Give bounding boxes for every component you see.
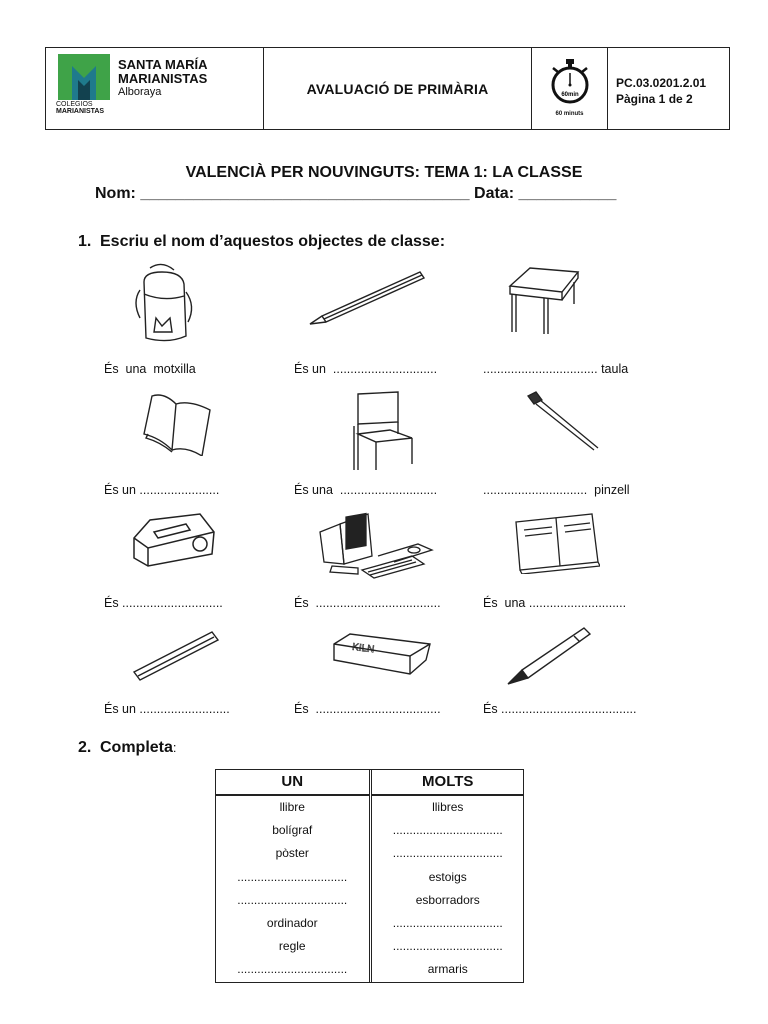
chair-icon — [350, 390, 418, 472]
singular-plural-table — [215, 769, 524, 983]
cell-molts: llibres — [432, 800, 464, 814]
school-name: SANTA MARÍA MARIANISTAS — [118, 57, 208, 86]
document-code: PC.03.0201.2.01 — [616, 76, 707, 90]
cell-molts: esborradors — [415, 892, 480, 907]
caption-sharpener: És ............................. — [104, 596, 223, 610]
timer-label: 60 minuts — [555, 111, 584, 117]
ruler-icon — [130, 628, 220, 684]
cell-un: llibre — [279, 800, 305, 814]
cell-un: bolígraf — [272, 823, 313, 838]
cell-un: ordinador — [266, 915, 318, 930]
caption-table: ................................. taula — [483, 362, 629, 376]
cell-un: pòster — [275, 846, 309, 861]
column-un — [216, 770, 370, 982]
page-number: Pàgina 1 de 2 — [616, 92, 693, 106]
cell-molts: ................................. — [392, 846, 503, 861]
caption-chair: És una ............................ — [294, 483, 438, 497]
cell-un: regle — [278, 939, 306, 954]
cell-molts: estoigs — [428, 869, 467, 884]
svg-text:KILN: KILN — [351, 641, 375, 656]
caption-book: És un ....................... — [104, 483, 220, 497]
name-date-line: Nom: _____________________________________ Data: ___________ — [95, 185, 617, 202]
backpack-icon — [128, 262, 200, 346]
pen-icon — [504, 624, 594, 686]
header-molts: MOLTS — [372, 770, 525, 796]
computer-icon — [318, 512, 434, 580]
sharpener-icon — [130, 510, 218, 570]
caption-pen: És ....................................... — [483, 702, 637, 716]
table-icon — [500, 264, 582, 336]
cell-molts: ................................. — [392, 823, 503, 838]
cell-molts: armaris — [427, 962, 468, 977]
question-1: 1. Escriu el nom d’aquestos objectes de classe: — [78, 233, 446, 250]
school-logo-icon — [58, 54, 110, 100]
question-2: 2. Completa: — [78, 739, 177, 756]
header-un: UN — [216, 770, 369, 796]
column-molts — [371, 770, 525, 982]
paintbrush-icon — [524, 390, 602, 452]
document-code-cell — [608, 48, 729, 129]
caption-notebook: És una ............................ — [483, 596, 627, 610]
stopwatch-icon — [549, 58, 591, 106]
caption-paintbrush: .............................. pinzell — [483, 483, 630, 497]
eraser-icon — [330, 630, 434, 678]
svg-text:60min: 60min — [561, 92, 579, 98]
caption-computer: És .................................... — [294, 596, 441, 610]
timer-cell — [532, 48, 608, 129]
caption-pencil: És un .............................. — [294, 362, 438, 376]
worksheet-title: VALENCIÀ PER NOUVINGUTS: TEMA 1: LA CLASSE — [185, 164, 583, 181]
cell-un: ................................. — [237, 892, 348, 907]
caption-ruler: És un .......................... — [104, 702, 230, 716]
book-icon — [138, 390, 214, 456]
school-place: Alboraya — [118, 86, 162, 98]
school-logo-cell — [46, 48, 264, 129]
cell-molts: ................................. — [392, 915, 503, 930]
caption-eraser: És .................................... — [294, 702, 441, 716]
caption-backpack: És una motxilla — [104, 362, 196, 376]
notebook-icon — [514, 512, 600, 574]
exam-title: AVALUACIÓ DE PRIMÀRIA — [264, 48, 532, 129]
school-brand: COLEGIOS MARIANISTAS — [56, 101, 105, 115]
cell-un: ................................. — [237, 869, 348, 884]
cell-un: ................................. — [237, 962, 348, 977]
cell-molts: ................................. — [392, 939, 503, 954]
document-header — [45, 47, 730, 130]
pencil-icon — [306, 268, 428, 328]
